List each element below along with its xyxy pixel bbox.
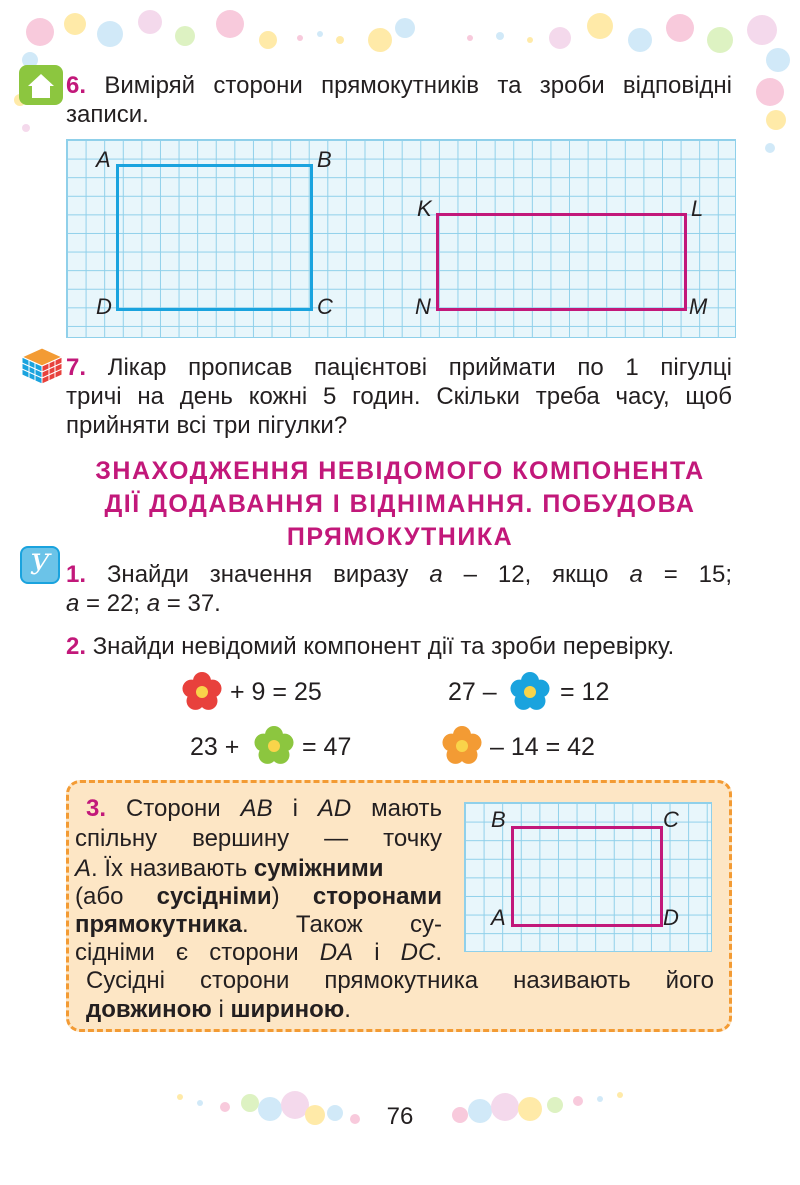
task3-grid bbox=[464, 802, 712, 952]
task3-line3: A. Їх називають суміжними bbox=[75, 855, 384, 882]
task2-line bbox=[66, 632, 674, 662]
label-a-small: A bbox=[491, 905, 506, 930]
task3-line6: сідніми є сторони DA і DC. bbox=[75, 939, 442, 966]
task1-expr2: = 15; bbox=[663, 561, 733, 588]
task3-line8: довжиною і шириною. bbox=[86, 996, 351, 1023]
section-heading bbox=[40, 455, 760, 554]
task3-line4: (або сусідніми) сторонами bbox=[75, 883, 442, 910]
task6-number: 6. bbox=[66, 72, 87, 99]
task6-line1 bbox=[66, 71, 732, 101]
rectangle-klmn bbox=[436, 213, 687, 311]
task1-line2 bbox=[66, 589, 221, 619]
task7-text-line1: Лікар прописав пацієнтові приймати по 1 пігулці bbox=[107, 354, 733, 381]
equation-3-left: 23 + bbox=[190, 733, 240, 761]
heading-line3: ПРЯМОКУТНИКА bbox=[286, 523, 514, 551]
oral-task-icon: У bbox=[20, 546, 60, 584]
task2-text: Знайди невідомий компонент дії та зроби перевірку. bbox=[92, 633, 675, 660]
task1-text: Знайди значення виразу bbox=[106, 561, 409, 588]
task1-var-3: а bbox=[66, 590, 80, 617]
flower-green-icon bbox=[252, 724, 296, 768]
heading-line1: ЗНАХОДЖЕННЯ НЕВІДОМОГО КОМПОНЕНТА bbox=[95, 457, 705, 485]
task1-expr1: – 12, якщо bbox=[463, 561, 609, 588]
task6-text-line1: Виміряй сторони прямокутників та зроби відповідні bbox=[104, 72, 733, 99]
label-k: K bbox=[417, 196, 432, 221]
task3-line1: 3. Сторони AB і AD мають bbox=[86, 795, 442, 822]
task1-var-4: а bbox=[146, 590, 161, 617]
task1-var-1: а bbox=[429, 561, 443, 588]
home-task-icon bbox=[18, 64, 64, 106]
flower-red-icon bbox=[180, 670, 224, 714]
task6-line2: записи. bbox=[66, 101, 149, 128]
equation-3-right: = 47 bbox=[302, 733, 352, 761]
heading-line2: ДІЇ ДОДАВАННЯ І ВІДНІМАННЯ. ПОБУДОВА bbox=[104, 490, 696, 518]
task3-number: 3. bbox=[86, 795, 107, 822]
label-l: L bbox=[691, 196, 704, 221]
equation-4: – 14 = 42 bbox=[490, 733, 595, 761]
equation-1: + 9 = 25 bbox=[230, 678, 322, 706]
task2-number: 2. bbox=[66, 633, 87, 660]
label-b-small: B bbox=[491, 807, 506, 832]
cube-icon bbox=[20, 346, 64, 386]
label-a: A bbox=[96, 147, 111, 172]
task3-line5: прямокутника. Також су- bbox=[75, 911, 442, 938]
task1-var-2: а bbox=[629, 561, 643, 588]
task7-number: 7. bbox=[66, 354, 87, 381]
equation-2-right: = 12 bbox=[560, 678, 610, 706]
task7-line3: прийняти всі три пігулки? bbox=[66, 412, 348, 439]
task1-expr3: = 22; bbox=[86, 590, 141, 617]
flower-orange-icon bbox=[440, 724, 484, 768]
label-n: N bbox=[415, 294, 431, 319]
page-number: 76 bbox=[386, 1103, 414, 1130]
label-c: C bbox=[317, 294, 333, 319]
task7-line2: тричі на день кожні 5 годин. Скільки треба часу, щоб bbox=[66, 383, 732, 410]
task1-expr4: = 37. bbox=[166, 590, 221, 617]
rectangle-abcd bbox=[116, 164, 313, 311]
task3-line7: Сусідні сторони прямокутника називають його bbox=[86, 967, 714, 994]
rectangle-abcd-small bbox=[511, 826, 663, 927]
label-b: B bbox=[317, 147, 332, 172]
task6-grid bbox=[66, 139, 736, 338]
flower-blue-icon bbox=[508, 670, 552, 714]
equation-2-left: 27 – bbox=[448, 678, 497, 706]
task1-line1 bbox=[66, 560, 732, 590]
label-c-small: C bbox=[663, 807, 679, 832]
task3-line2: спільну вершину — точку bbox=[75, 825, 442, 852]
label-d: D bbox=[96, 294, 112, 319]
label-d-small: D bbox=[663, 905, 679, 930]
task1-number: 1. bbox=[66, 561, 87, 588]
task7-line1 bbox=[66, 353, 732, 383]
label-m: M bbox=[689, 294, 708, 319]
